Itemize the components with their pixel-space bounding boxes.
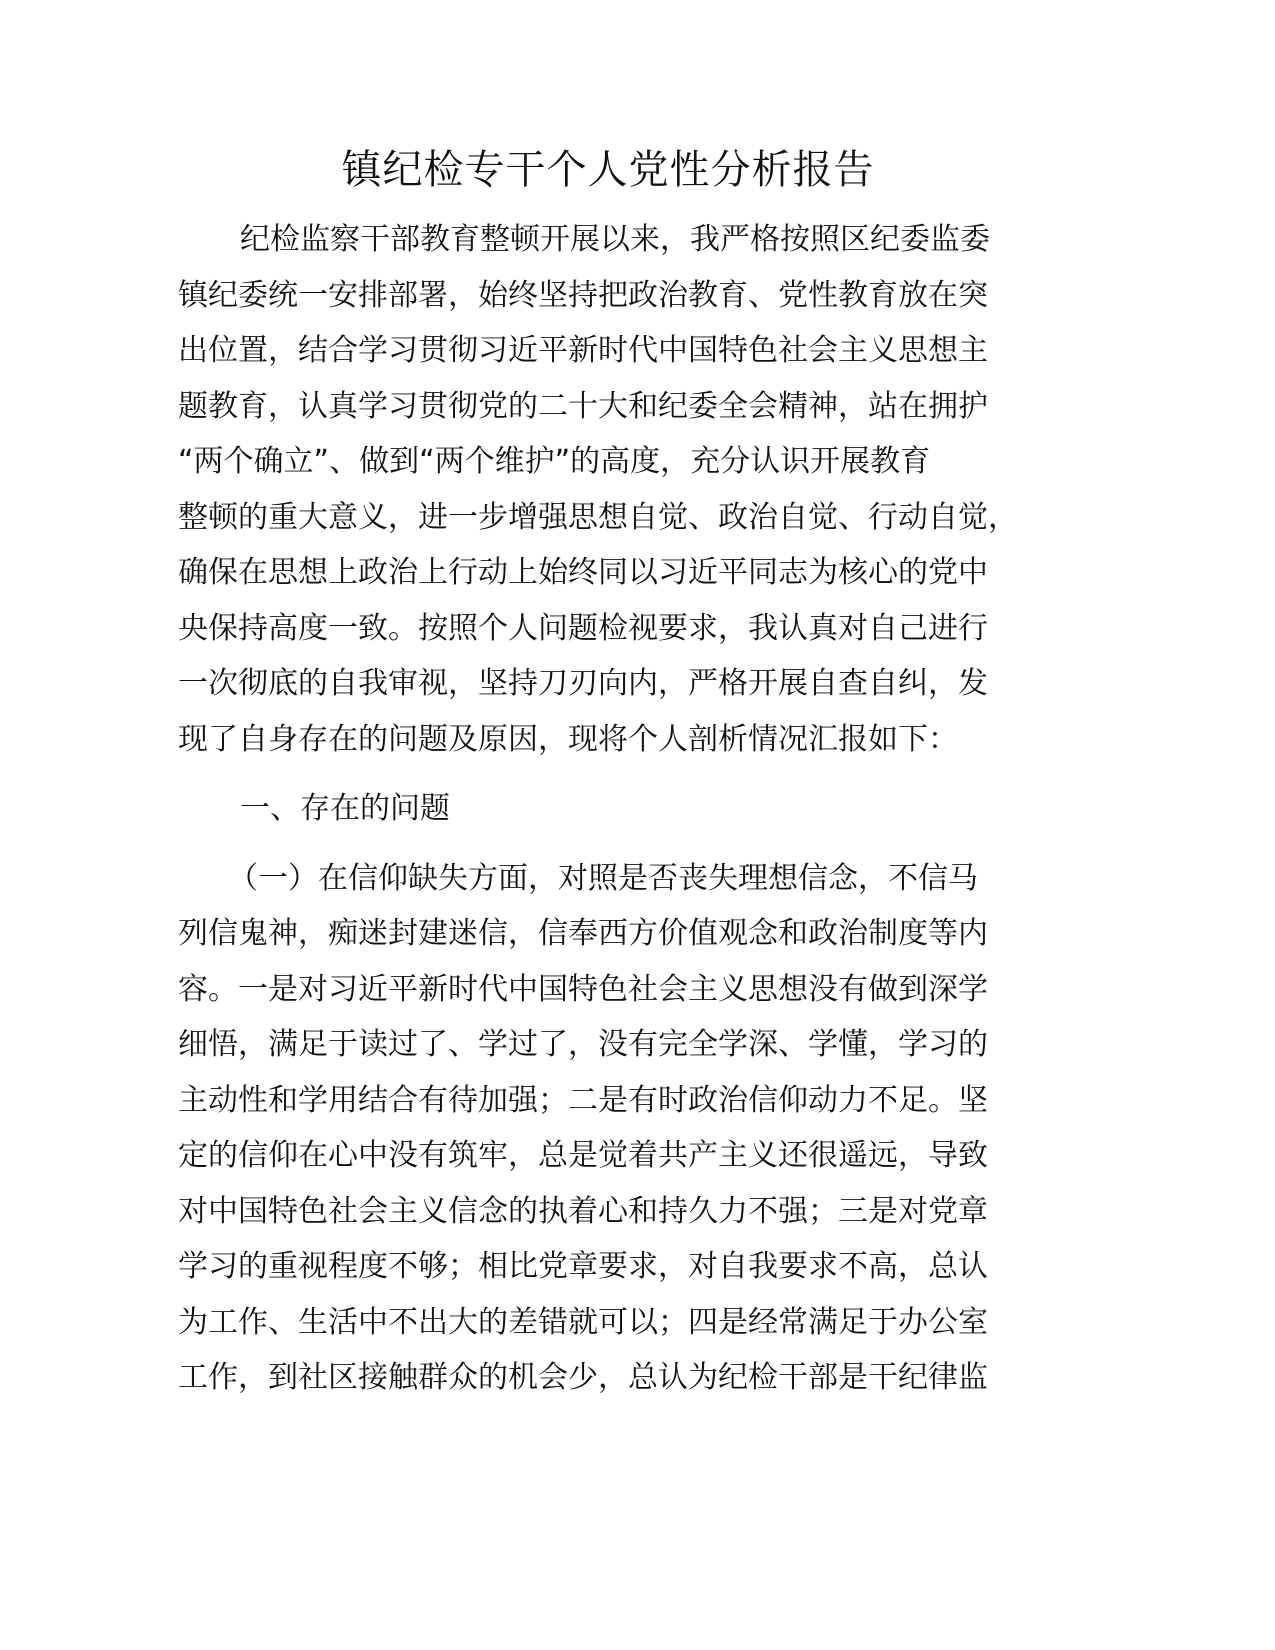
text-line: 学习的重视程度不够；相比党章要求，对自我要求不高，总认 <box>178 1249 988 1284</box>
text-line: 镇纪委统一安排部署，始终坚持把政治教育、党性教育放在突 <box>178 277 988 313</box>
text-line: 一次彻底的自我审视，坚持刀刃向内，严格开展自查自纠，发 <box>178 666 988 701</box>
text-line: 主动性和学用结合有待加强；二是有时政治信仰动力不足。坚 <box>178 1082 988 1118</box>
section-heading: 一、存在的问题 <box>240 791 450 826</box>
document-title: 镇纪检专干个人党性分析报告 <box>341 147 875 193</box>
intro-paragraph <box>178 212 1038 767</box>
text-line: 央保持高度一致。按照个人问题检视要求，我认真对自己进行 <box>178 610 988 646</box>
text-line: （一）在信仰缺失方面，对照是否丧失理想信念，不信马 <box>228 860 978 896</box>
text-line: 出位置，结合学习贯彻习近平新时代中国特色社会主义思想主 <box>178 333 988 368</box>
text-line: “两个确立”、做到“两个维护”的高度，充分认识开展教育 <box>178 444 931 479</box>
text-line: 纪检监察干部教育整顿开展以来，我严格按照区纪委监委 <box>240 222 990 257</box>
text-line: 容。一是对习近平新时代中国特色社会主义思想没有做到深学 <box>178 971 988 1007</box>
text-line: 对中国特色社会主义信念的执着心和持久力不强；三是对党章 <box>178 1193 988 1229</box>
text-line: 现了自身存在的问题及原因，现将个人剖析情况汇报如下： <box>178 721 958 757</box>
text-line: 为工作、生活中不出大的差错就可以；四是经常满足于办公室 <box>178 1304 988 1340</box>
text-line: 确保在思想上政治上行动上始终同以习近平同志为核心的党中 <box>178 555 988 590</box>
text-line: 题教育，认真学习贯彻党的二十大和纪委全会精神，站在拥护 <box>178 388 988 424</box>
text-line: 列信鬼神，痴迷封建迷信，信奉西方价值观念和政治制度等内 <box>178 916 988 951</box>
subsection-paragraph <box>178 851 1038 1406</box>
text-line: 细悟，满足于读过了、学过了，没有完全学深、学懂，学习的 <box>178 1027 988 1062</box>
text-line: 工作，到社区接触群众的机会少，总认为纪检干部是干纪律监 <box>178 1360 988 1395</box>
document-page <box>178 140 1038 1406</box>
text-line: 整顿的重大意义，进一步增强思想自觉、政治自觉、行动自觉， <box>178 499 1018 535</box>
text-line: 定的信仰在心中没有筑牢，总是觉着共产主义还很遥远，导致 <box>178 1138 988 1173</box>
